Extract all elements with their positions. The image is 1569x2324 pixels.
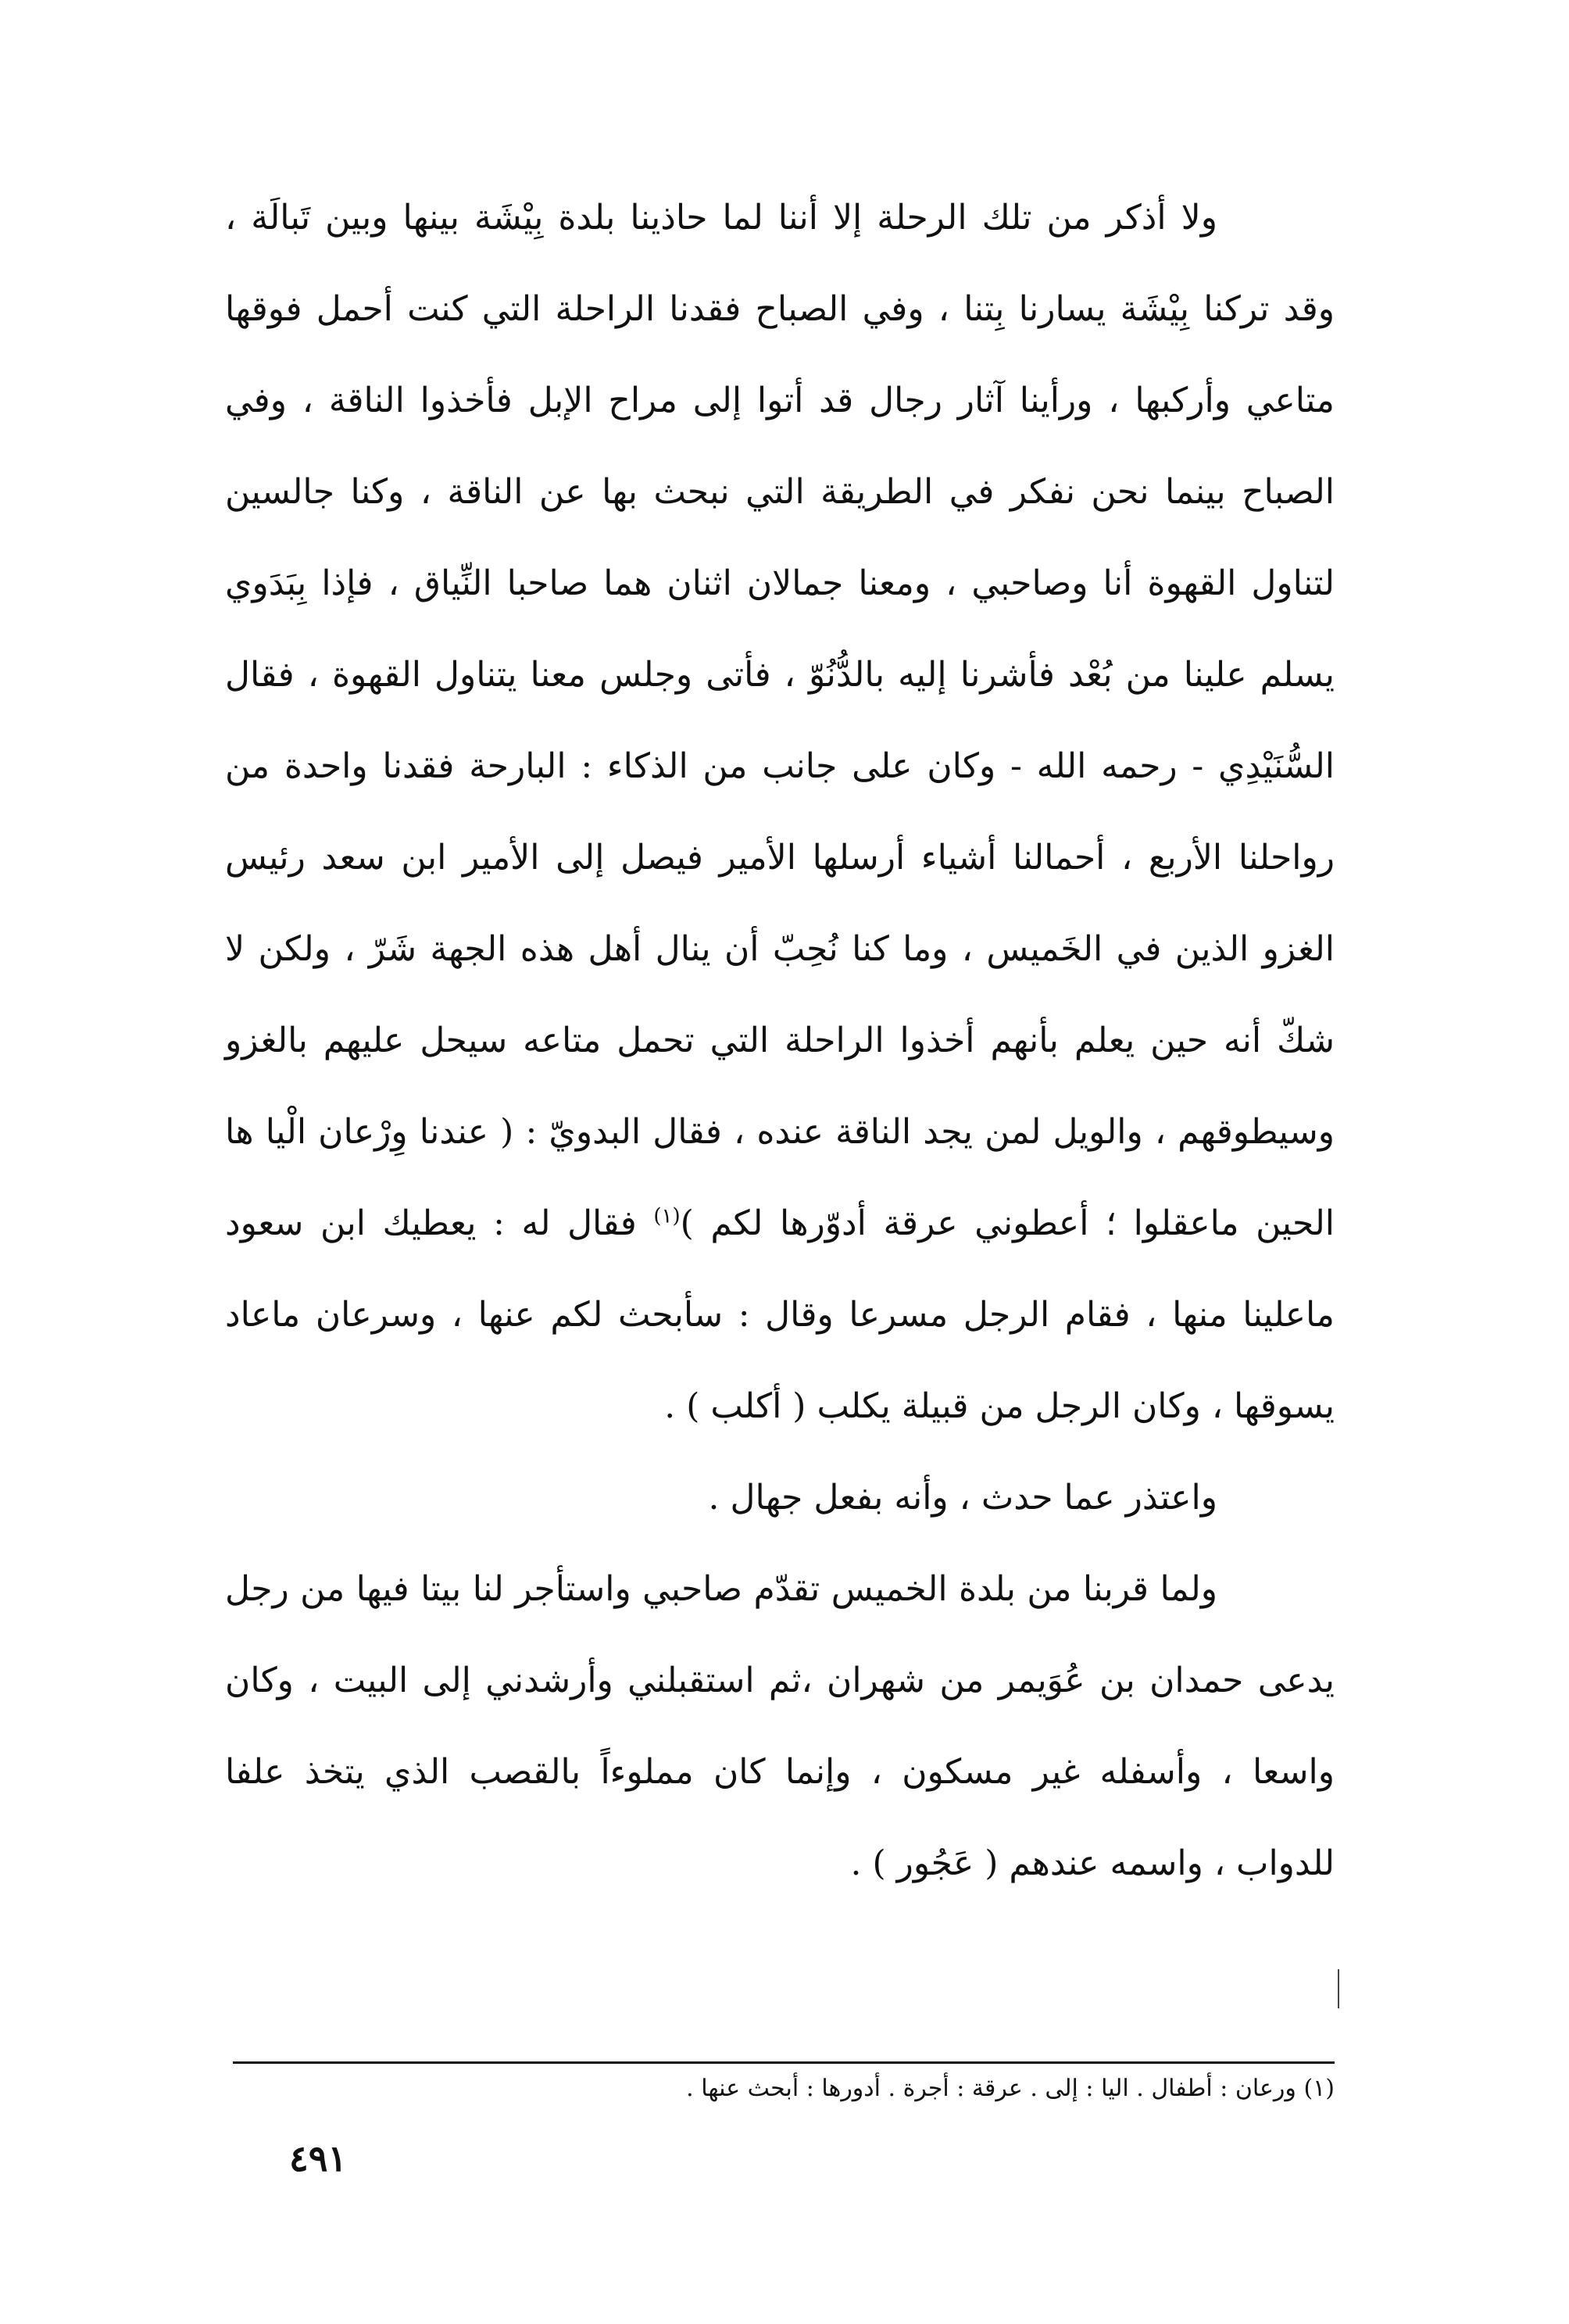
paragraph-2: واعتذر عما حدث ، وأنه بفعل جهال . <box>708 1478 1217 1518</box>
page-number: ٤٩١ <box>289 2137 348 2179</box>
footnote-divider <box>233 2061 1335 2064</box>
paragraph-1 <box>225 172 1335 1452</box>
paragraph-1-continuation: فقال له : يعطيك ابن سعود ماعلينا منها ، فقام الرجل مسرعا وقال : سأبحث لكم عنها ، وسرعان ماعاد يسوقها ، وكان الرجل من قبيلة يكلب ( أكلب ) . <box>225 1203 1335 1426</box>
footnote-marker: (١) <box>653 1204 681 1228</box>
paragraph-3: ولما قربنا من بلدة الخميس تقدّم صاحبي واستأجر لنا بيتا فيها من رجل يدعى حمدان بن عُوَيمر من شهران ،ثم استقبلني وأرشدني إلى البيت ، وكان واسعا ، وأسفله غير مسكون ، وإنما كان مملوءاً بالقصب الذي يتخذ علفا للدواب ، واسمه عندهم ( عَجُور ) . <box>225 1569 1335 1883</box>
main-text <box>225 172 1335 1909</box>
paragraph-1-text: ولا أذكر من تلك الرحلة إلا أننا لما حاذينا بلدة بِيْشَة بينها وبين تَبالَة ، وقد تركنا بِيْشَة يسارنا بِتنا ، وفي الصباح فقدنا الراحلة التي كنت أحمل فوقها متاعي وأركبها ، ورأينا آثار رجال قد أتوا إلى مراح الإبل فأخذوا الناقة ، وفي الصباح بينما نحن نفكر في الطريقة التي نبحث بها عن الناقة ، وكنا جالسين لتناول القهوة أنا وصاحبي ، ومعنا جمالان اثنان هما صاحبا النِّياق ، فإذا بِبَدَوي يسلم علينا من بُعْد فأشرنا إليه بالدُّنُوّ ، فأتى وجلس معنا يتناول القهوة ، فقال السُّنَيْدِي - رحمه الله - وكان على جانب من الذكاء : البارحة فقدنا واحدة من رواحلنا الأربع ، أحمالنا أشياء أرسلها الأمير فيصل إلى الأمير ابن سعد رئيس الغزو الذين في الخَميس ، وما كنا نُحِبّ أن ينال أهل هذه الجهة شَرّ ، ولكن لا شكّ أنه حين يعلم بأنهم أخذوا الراحلة التي تحمل متاعه سيحل عليهم بالغزو وسيطوقهم ، والويل لمن يجد الناقة عنده ، فقال البدويّ : ( عندنا وِرْعان الْيا ها الحين ماعقلوا ؛ أعطوني عرقة أدوّرها لكم ) <box>225 198 1335 1243</box>
margin-mark <box>1338 1969 1339 2008</box>
footnote: (١) ورعان : أطفال . اليا : إلى . عرقة : أجرة . أدورها : أبحث عنها . <box>686 2075 1335 2102</box>
